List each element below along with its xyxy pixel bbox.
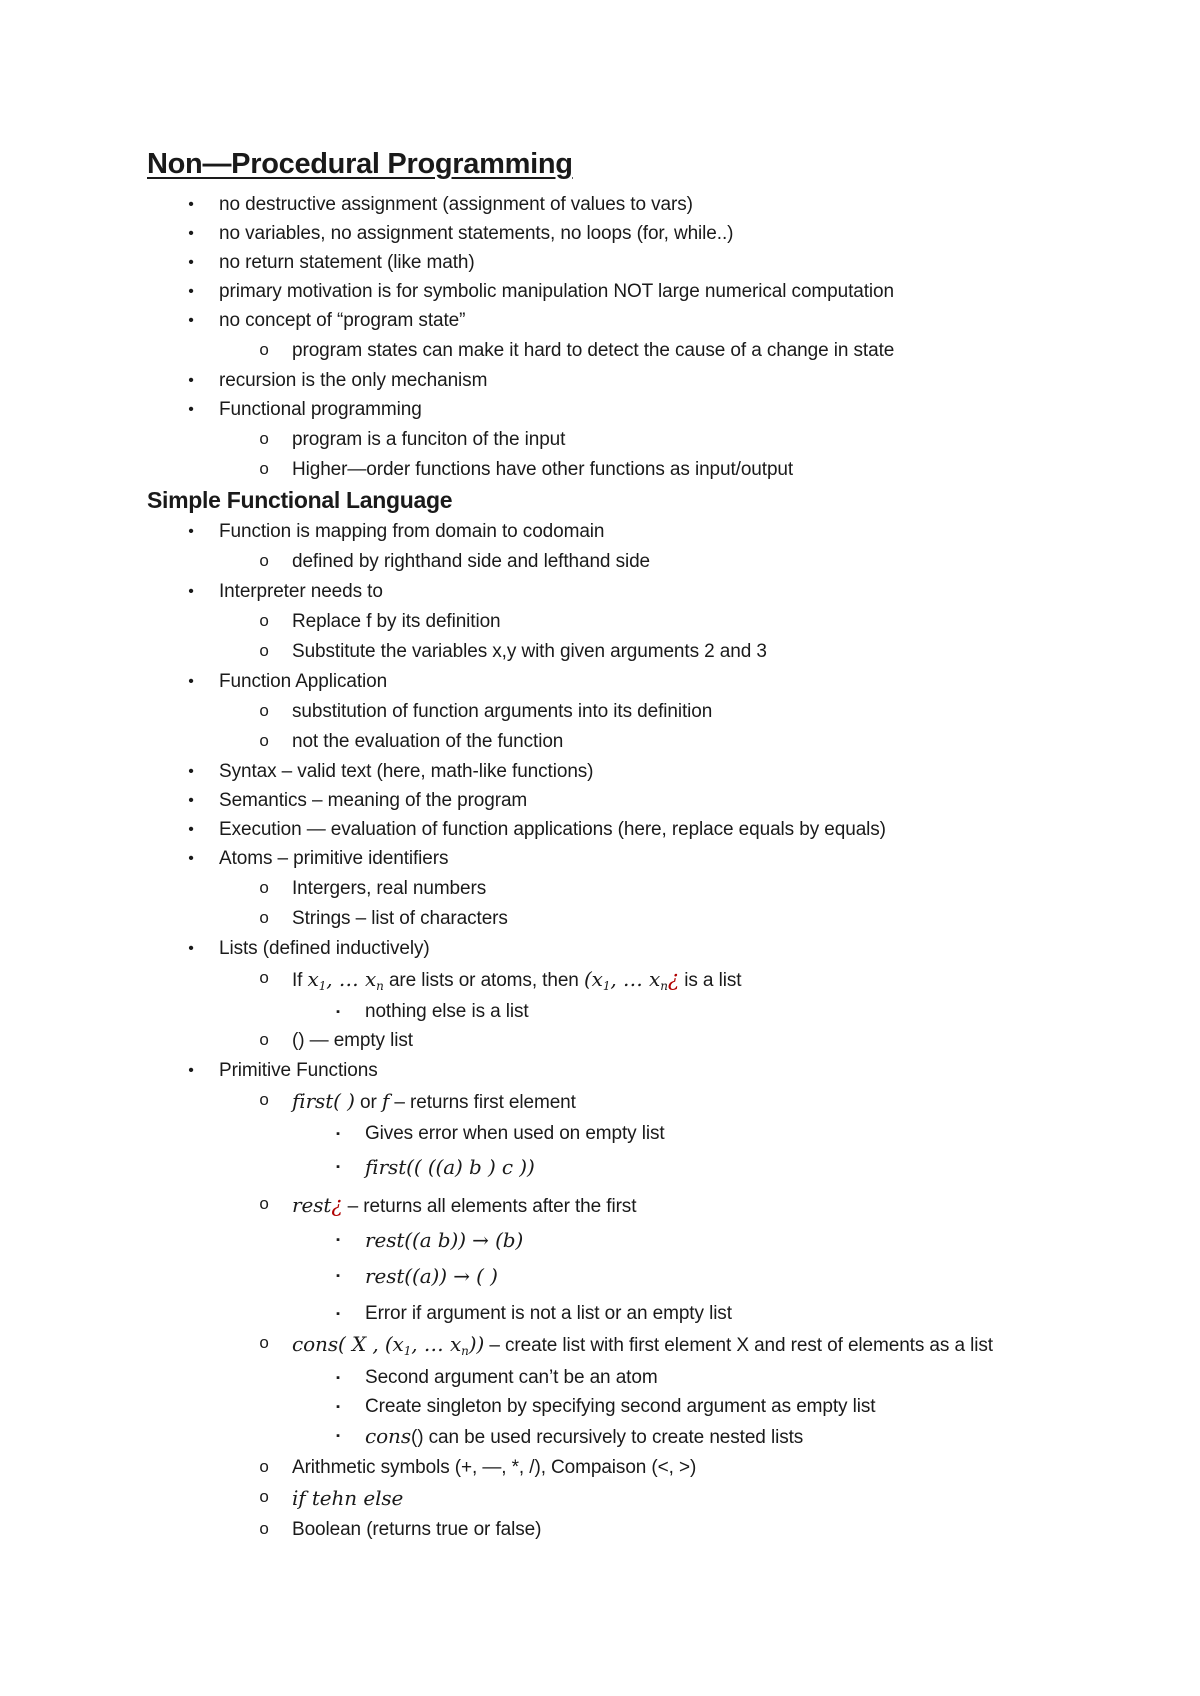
list-item <box>336 1155 535 1181</box>
list-item-text: Syntax – valid text (here, math-like functions) <box>219 761 594 782</box>
math-expression: if tehn else <box>292 1486 404 1510</box>
list-item: o cons( X , ($x_1$, … $x_n$)) – create list with first element X and rest of elements as a list <box>292 1332 993 1363</box>
list-item <box>188 1059 378 1083</box>
list-item-text: Higher—order functions have other functions as input/output <box>292 459 794 480</box>
list-item <box>259 730 564 754</box>
list-item-text: Error if argument is not a list or an empty list <box>365 1303 732 1324</box>
list-item <box>259 1456 697 1480</box>
math-expression: cons( X , ($x_1$, … $x_n$)) <box>292 1332 485 1358</box>
bullet-marker: • <box>188 1062 194 1079</box>
list-item-text: Substitute the variables x,y with given arguments 2 and 3 <box>292 641 767 662</box>
list-item-text: Intergers, real numbers <box>292 878 487 899</box>
list-item <box>188 520 605 544</box>
list-item <box>259 1029 413 1053</box>
list-item <box>188 847 449 871</box>
list-item-text: Functional programming <box>219 399 422 420</box>
square-marker: ▪ <box>336 1372 340 1384</box>
list-item: o rest¿ – returns all elements after the first <box>292 1193 636 1219</box>
list-item-text: primary motivation is for symbolic manipulation NOT large numerical computation <box>219 281 894 302</box>
list-item <box>259 907 508 931</box>
list-item <box>188 193 693 217</box>
circle-marker: o <box>259 551 269 570</box>
list-item-text: Second argument can’t be an atom <box>365 1367 658 1388</box>
list-item: o first( ) or f – returns first element <box>292 1089 576 1115</box>
list-item-text: recursion is the only mechanism <box>219 370 488 391</box>
square-marker: ▪ <box>336 1161 340 1173</box>
list-item-text: Arithmetic symbols (+, —, *, /), Compaison (<, >) <box>292 1457 697 1478</box>
square-marker: ▪ <box>336 1128 340 1140</box>
list-item-text: Execution — evaluation of function applications (here, replace equals by equals) <box>219 819 886 840</box>
bullet-marker: • <box>188 225 194 242</box>
bullet-marker: • <box>188 312 194 329</box>
list-item-text: Gives error when used on empty list <box>365 1123 665 1144</box>
math-expression: f <box>381 1089 390 1113</box>
circle-marker: o <box>259 1194 269 1213</box>
bullet-marker: • <box>188 763 194 780</box>
bullet-marker: • <box>188 401 194 418</box>
circle-marker: o <box>259 429 269 448</box>
math-expression: first(( ((a) b ) c )) <box>365 1155 535 1179</box>
list-item: ▪ cons() can be used recursively to create nested lists <box>365 1424 803 1450</box>
list-item <box>188 818 886 842</box>
bullet-marker: • <box>188 283 194 300</box>
list-item-text: Strings – list of characters <box>292 908 508 929</box>
list-item <box>259 877 487 901</box>
bullet-marker: • <box>188 254 194 271</box>
list-item <box>188 937 430 961</box>
list-item-text: no destructive assignment (assignment of values to vars) <box>219 194 693 215</box>
list-item <box>188 670 388 694</box>
list-item <box>336 1000 529 1024</box>
list-item-text: program is a funciton of the input <box>292 429 566 450</box>
rendering-glyph: ¿ <box>331 1193 343 1217</box>
list-item <box>259 640 767 664</box>
circle-marker: o <box>259 611 269 630</box>
list-item <box>336 1366 658 1390</box>
list-item <box>188 789 528 813</box>
list-item <box>188 580 383 604</box>
math-expression: rest((a)) → ( ) <box>365 1264 498 1288</box>
list-item-text: Interpreter needs to <box>219 581 383 602</box>
circle-marker: o <box>259 968 269 987</box>
list-item <box>188 222 734 246</box>
list-item <box>259 428 566 452</box>
list-item <box>259 1518 542 1542</box>
list-item <box>188 280 894 304</box>
list-item-text: Primitive Functions <box>219 1060 378 1081</box>
square-marker: ▪ <box>336 1430 340 1442</box>
list-item <box>336 1228 524 1254</box>
circle-marker: o <box>259 1519 269 1538</box>
list-item-text: not the evaluation of the function <box>292 731 564 752</box>
bullet-marker: • <box>188 821 194 838</box>
list-item <box>188 398 422 422</box>
math-expression: cons <box>365 1424 411 1448</box>
list-item-text: defined by righthand side and lefthand side <box>292 551 651 572</box>
circle-marker: o <box>259 641 269 660</box>
list-item <box>259 700 713 724</box>
list-item-text: nothing else is a list <box>365 1001 529 1022</box>
bullet-marker: • <box>188 372 194 389</box>
section-heading: Simple Functional Language <box>147 487 453 513</box>
circle-marker: o <box>259 878 269 897</box>
list-item-text: Atoms – primitive identifiers <box>219 848 449 869</box>
list-item-text: no concept of “program state” <box>219 310 466 331</box>
circle-marker: o <box>259 1030 269 1049</box>
list-item <box>336 1395 876 1419</box>
math-expression: first( ) <box>292 1089 355 1113</box>
list-item-text: () — empty list <box>292 1030 413 1051</box>
list-item-text: program states can make it hard to detect the cause of a change in state <box>292 340 895 361</box>
circle-marker: o <box>259 1487 269 1506</box>
bullet-marker: • <box>188 850 194 867</box>
list-item <box>336 1302 732 1326</box>
list-item <box>259 339 895 363</box>
list-item <box>259 550 651 574</box>
list-item-text: substitution of function arguments into its definition <box>292 701 713 722</box>
circle-marker: o <box>259 1090 269 1109</box>
list-item <box>336 1122 665 1146</box>
page-title: Non—Procedural Programming <box>147 148 573 180</box>
list-item <box>188 369 488 393</box>
circle-marker: o <box>259 459 269 478</box>
circle-marker: o <box>259 1457 269 1476</box>
square-marker: ▪ <box>336 1270 340 1282</box>
list-item <box>259 1486 404 1512</box>
list-item <box>259 610 501 634</box>
math-expression: rest <box>292 1193 332 1217</box>
bullet-marker: • <box>188 940 194 957</box>
list-item: o If $x_1$, … $x_n$ are lists or atoms, then ($x_1$, … $x_n¿$ is a list <box>292 967 741 998</box>
list-item <box>188 309 466 333</box>
list-item-text: no variables, no assignment statements, no loops (for, while..) <box>219 223 734 244</box>
list-item-text: Create singleton by specifying second argument as empty list <box>365 1396 876 1417</box>
list-item <box>259 458 794 482</box>
list-item <box>188 760 594 784</box>
circle-marker: o <box>259 731 269 750</box>
list-item-text: Function Application <box>219 671 388 692</box>
list-item-text: no return statement (like math) <box>219 252 475 273</box>
list-item-text: Semantics – meaning of the program <box>219 790 528 811</box>
square-marker: ▪ <box>336 1006 340 1018</box>
list-item <box>336 1264 498 1290</box>
list-item-text: Function is mapping from domain to codomain <box>219 521 605 542</box>
bullet-marker: • <box>188 673 194 690</box>
bullet-marker: • <box>188 583 194 600</box>
math-expression: ($x_1$, … $x_n$ <box>583 967 668 993</box>
list-item-text: Boolean (returns true or false) <box>292 1519 542 1540</box>
list-item <box>188 251 475 275</box>
circle-marker: o <box>259 1333 269 1352</box>
list-item-text: Lists (defined inductively) <box>219 938 430 959</box>
square-marker: ▪ <box>336 1308 340 1320</box>
square-marker: ▪ <box>336 1401 340 1413</box>
circle-marker: o <box>259 908 269 927</box>
circle-marker: o <box>259 340 269 359</box>
square-marker: ▪ <box>336 1234 340 1246</box>
list-item-text: Replace f by its definition <box>292 611 501 632</box>
bullet-marker: • <box>188 523 194 540</box>
math-expression: rest((a b)) → (b) <box>365 1228 524 1252</box>
math-expression: $x_1$, … $x_n$ <box>307 967 384 993</box>
bullet-marker: • <box>188 196 194 213</box>
bullet-marker: • <box>188 792 194 809</box>
rendering-glyph: ¿ <box>667 967 680 991</box>
circle-marker: o <box>259 701 269 720</box>
